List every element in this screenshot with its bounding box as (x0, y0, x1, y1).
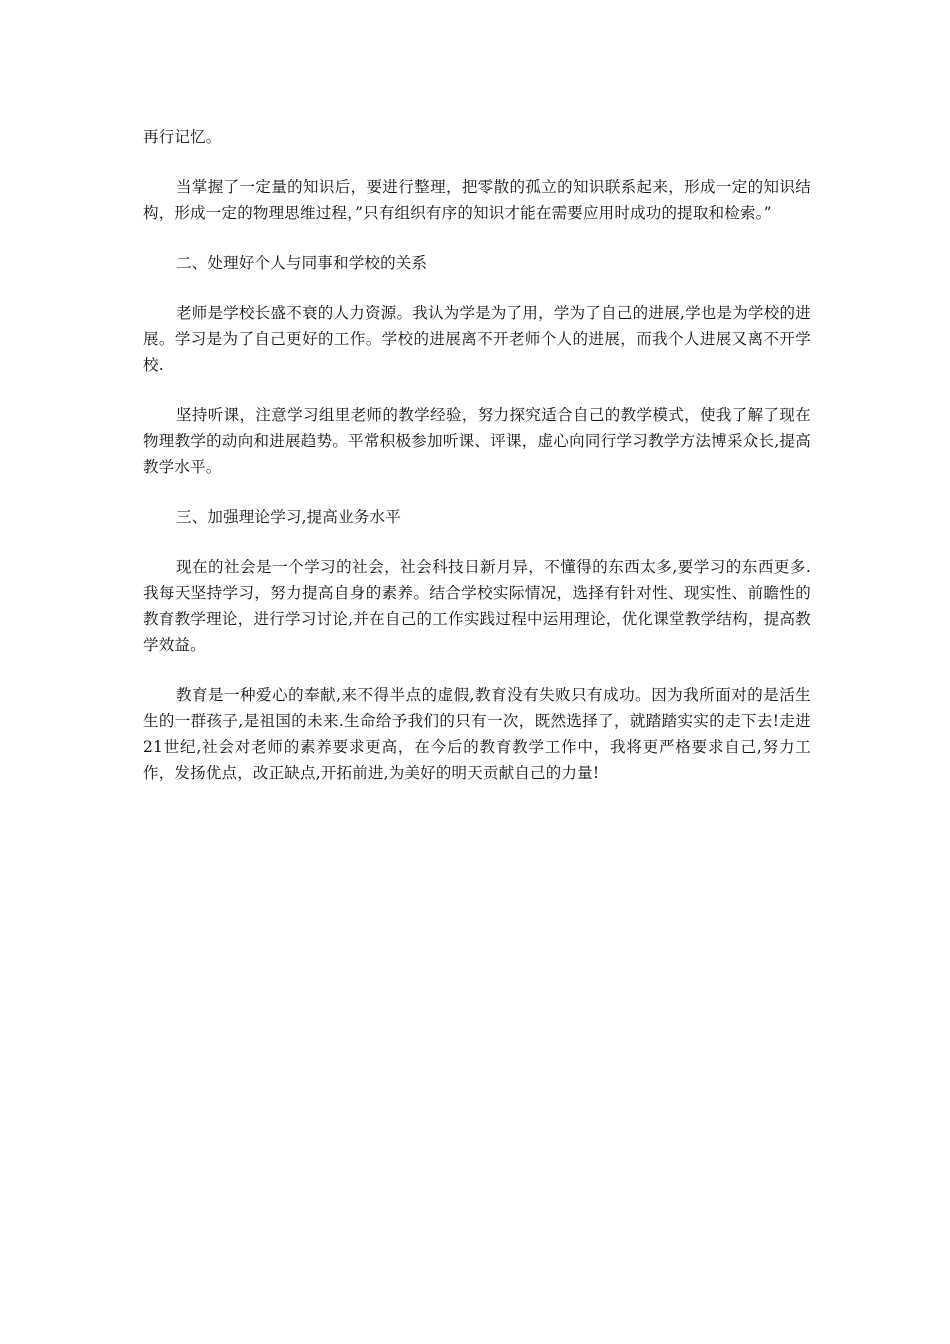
paragraph-attend-classes: 坚持听课，注意学习组里老师的教学经验，努力探究适合自己的教学模式，使我了解了现在物理教学的动向和进展趋势。平常积极参加听课、评课，虚心向同行学习教学方法博采众长,提高教学水平。 (143, 406, 811, 476)
section-heading-2: 二、处理好个人与同事和学校的关系 (176, 254, 428, 272)
paragraph-learning-society: 现在的社会是一个学习的社会，社会科技日新月异，不懂得的东西太多,要学习的东西更多.我每天坚持学习，努力提高自身的素养。结合学校实际情况，选择有针对性、现实性、前瞻性的教育教学理论，进行学习讨论,并在自己的工作实践过程中运用理论，优化课堂教学结构，提高教学效益。 (143, 558, 811, 654)
paragraph-knowledge-structure: 当掌握了一定量的知识后，要进行整理，把零散的孤立的知识联系起来，形成一定的知识结构，形成一定的物理思维过程，”只有组织有序的知识才能在需要应用时成功的提取和检索。” (143, 178, 811, 222)
section-heading-3: 三、加强理论学习,提高业务水平 (176, 508, 401, 526)
paragraph-education-devotion: 教育是一种爱心的奉献,来不得半点的虚假,教育没有失败只有成功。因为我所面对的是活生生的一群孩子,是祖国的未来.生命给予我们的只有一次，既然选择了，就踏踏实实的走下去!走进21世纪,社会对老师的素养要求更高，在今后的教育教学工作中，我将更严格要求自己,努力工作，发扬优点，改正缺点,开拓前进,为美好的明天贡献自己的力量! (143, 686, 811, 782)
paragraph-teacher-resource: 老师是学校长盛不衰的人力资源。我认为学是为了用，学为了自己的进展,学也是为学校的进展。学习是为了自己更好的工作。学校的进展离不开老师个人的进展，而我个人进展又离不开学校. (143, 304, 811, 374)
paragraph-continuation: 再行记忆。 (143, 128, 222, 146)
document-body (143, 124, 811, 810)
